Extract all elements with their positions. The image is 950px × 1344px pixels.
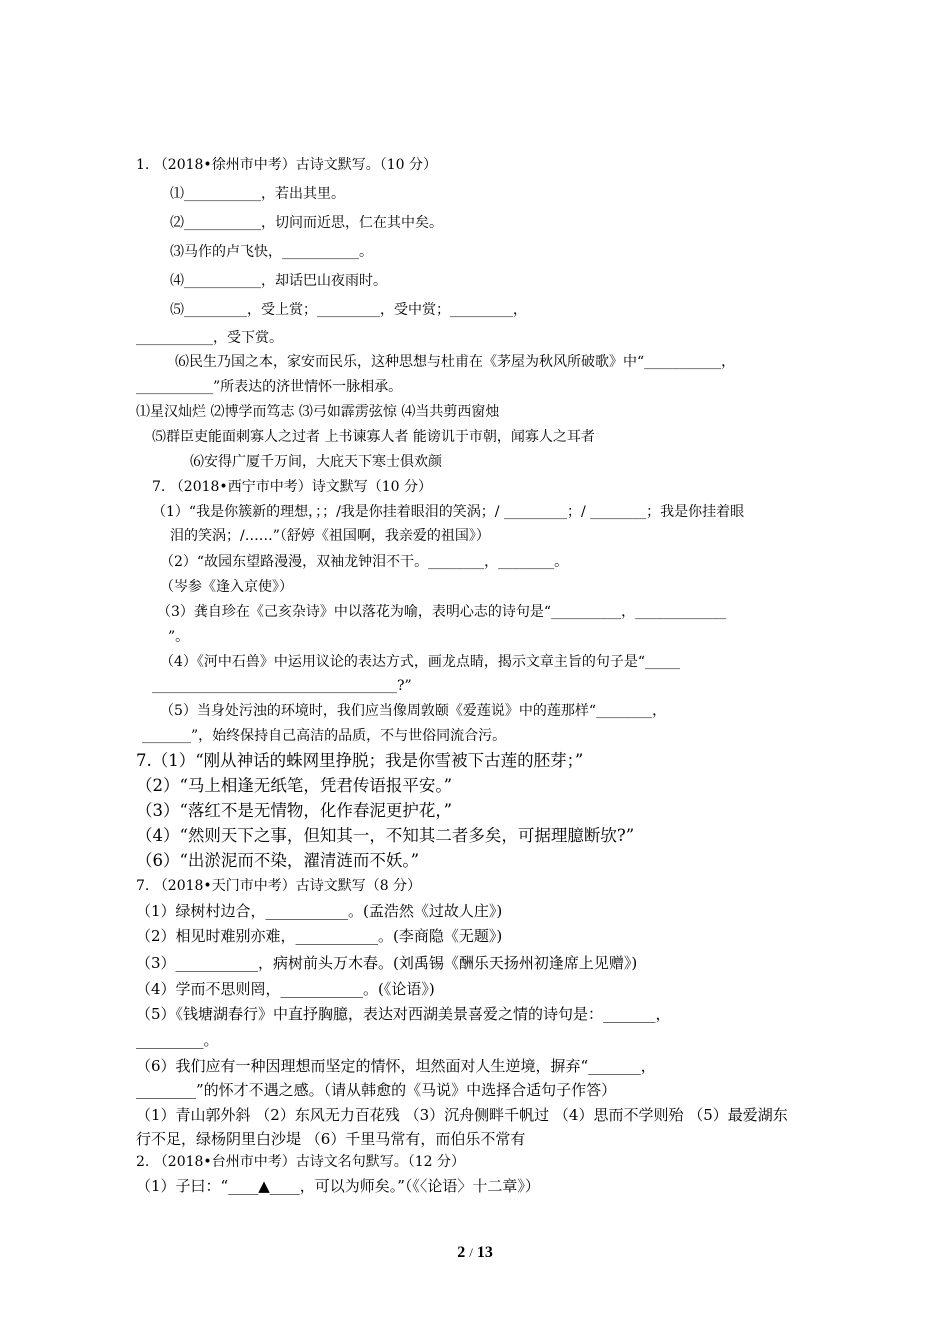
q7a-item-1-cont: 泪的笑涡；/……”（舒婷《祖国啊，我亲爱的祖国》）: [170, 528, 490, 544]
q7b-item-6: （6）我们应有一种因理想而坚定的情怀，坦然面对人生逆境，摒弃“_______，: [136, 1057, 656, 1075]
q7a-item-4-cont: ___________________________________?”: [152, 678, 412, 694]
q7b-item-2: （2）相见时难别亦难，___________。(李商隐《无题》): [136, 927, 503, 945]
q7b-item-5-cont: _________。: [136, 1031, 219, 1049]
q1-item-2: ⑵___________，切问而近思，仁在其中矣。: [170, 215, 443, 231]
q7a-item-5-cont: _______”，始终保持自己高洁的品质，不与世俗同流合污。: [142, 728, 507, 744]
q1-item-5-cont: ___________，受下赏。: [136, 330, 283, 346]
q7b-answer-1: （1）青山郭外斜 （2）东风无力百花残 （3）沉舟侧畔千帆过 （4）思而不学则殆 （5）最爱湖东: [136, 1106, 788, 1124]
q1-answer-1: ⑴星汉灿烂 ⑵博学而笃志 ⑶弓如霹雳弦惊 ⑷当共剪西窗烛: [136, 404, 500, 420]
q2-heading: 2. （2018•台州市中考）古诗文名句默写。（12 分）: [136, 1154, 465, 1170]
q1-item-6-cont: ___________”所表达的济世情怀一脉相承。: [136, 379, 403, 395]
q7a-heading: 7. （2018•西宁市中考）诗文默写（10 分）: [152, 479, 432, 495]
page-total: 13: [476, 1244, 493, 1261]
q7b-item-6-cont: ________”的怀才不遇之感。（请从韩愈的《马说》中选择合适句子作答）: [136, 1081, 617, 1099]
q7a-answer-2: （2）“马上相逢无纸笔，凭君传语报平安。”: [136, 776, 453, 795]
page-current: 2: [457, 1244, 466, 1261]
q7b-answer-2: 行不足，绿杨阴里白沙堤 （6）千里马常有，而伯乐不常有: [136, 1130, 526, 1148]
q1-item-4: ⑷___________，却话巴山夜雨时。: [170, 273, 387, 289]
q1-answer-3: ⑹安得广厦千万间，大庇天下寒士俱欢颜: [190, 454, 442, 470]
q7a-item-1: （1）“我是你簇新的理想，；；/我是你挂着眼泪的笑涡；/ _________；/ ________；我是你挂着眼: [152, 504, 745, 520]
q7a-answer-3: （3）“落红不是无情物，化作春泥更护花，”: [136, 801, 453, 820]
page-number: [0, 1244, 950, 1262]
q1-item-5: ⑸_________，受上赏；_________，受中赏；_________，: [170, 302, 527, 318]
q7a-item-2: （2）“故园东望路漫漫，双袖龙钟泪不干。________，________。: [160, 554, 569, 570]
q7a-answer-1: 7.（1）“刚从神话的蛛网里挣脱；我是你雪被下古莲的胚芽；”: [136, 751, 584, 770]
q1-item-6: ⑹民生乃国之本，家安而民乐，这种思想与杜甫在《茅屋为秋风所破歌》中“___________，: [175, 354, 736, 370]
page-separator: /: [469, 1245, 473, 1260]
q7a-item-5: （5）当身处污浊的环境时，我们应当像周敦颐《爱莲说》中的莲那样“________，: [160, 703, 667, 719]
q2-item-1: （1）子曰：“____▲____，可以为师矣。”（《〈论语〉十二章》）: [136, 1177, 540, 1195]
q7a-answer-6: （6）“出淤泥而不染，濯清涟而不妖。”: [136, 851, 420, 870]
q7a-answer-4: （4）“然则天下之事，但知其一，不知其二者多矣，可据理臆断欤?”: [136, 826, 635, 845]
q7b-item-1: （1）绿树村边合，___________。(孟浩然《过故人庄》): [136, 902, 503, 920]
q7b-heading: 7. （2018•天门市中考）古诗文默写（8 分）: [136, 878, 422, 894]
q1-heading: 1. （2018•徐州市中考）古诗文默写。（10 分）: [136, 157, 437, 173]
q1-item-3: ⑶马作的卢飞快，___________。: [170, 244, 373, 260]
q7b-item-4: （4）学而不思则罔，___________。(《论语》): [136, 980, 435, 998]
q7a-item-2-source: （岑参《逢入京使》）: [160, 579, 293, 595]
q7a-item-3-cont: ”。: [168, 629, 190, 645]
q7a-item-3: （3）龚自珍在《己亥杂诗》中以落花为喻，表明心志的诗句是“__________，_____________: [157, 604, 727, 620]
q7b-item-5: （5）《钱塘湖春行》中直抒胸臆，表达对西湖美景喜爱之情的诗句是：_______，: [136, 1005, 671, 1023]
q7b-item-3: （3）___________，病树前头万木春。(刘禹锡《酬乐天扬州初逢席上见赠》): [136, 954, 638, 972]
q1-answer-2: ⑸群臣吏能面刺寡人之过者 上书谏寡人者 能谤讥于市朝，闻寡人之耳者: [152, 429, 595, 445]
q7a-item-4: （4）《河中石兽》中运用议论的表达方式，画龙点睛，揭示文章主旨的句子是“_____: [160, 654, 681, 670]
q1-item-1: ⑴___________，若出其里。: [170, 186, 345, 202]
